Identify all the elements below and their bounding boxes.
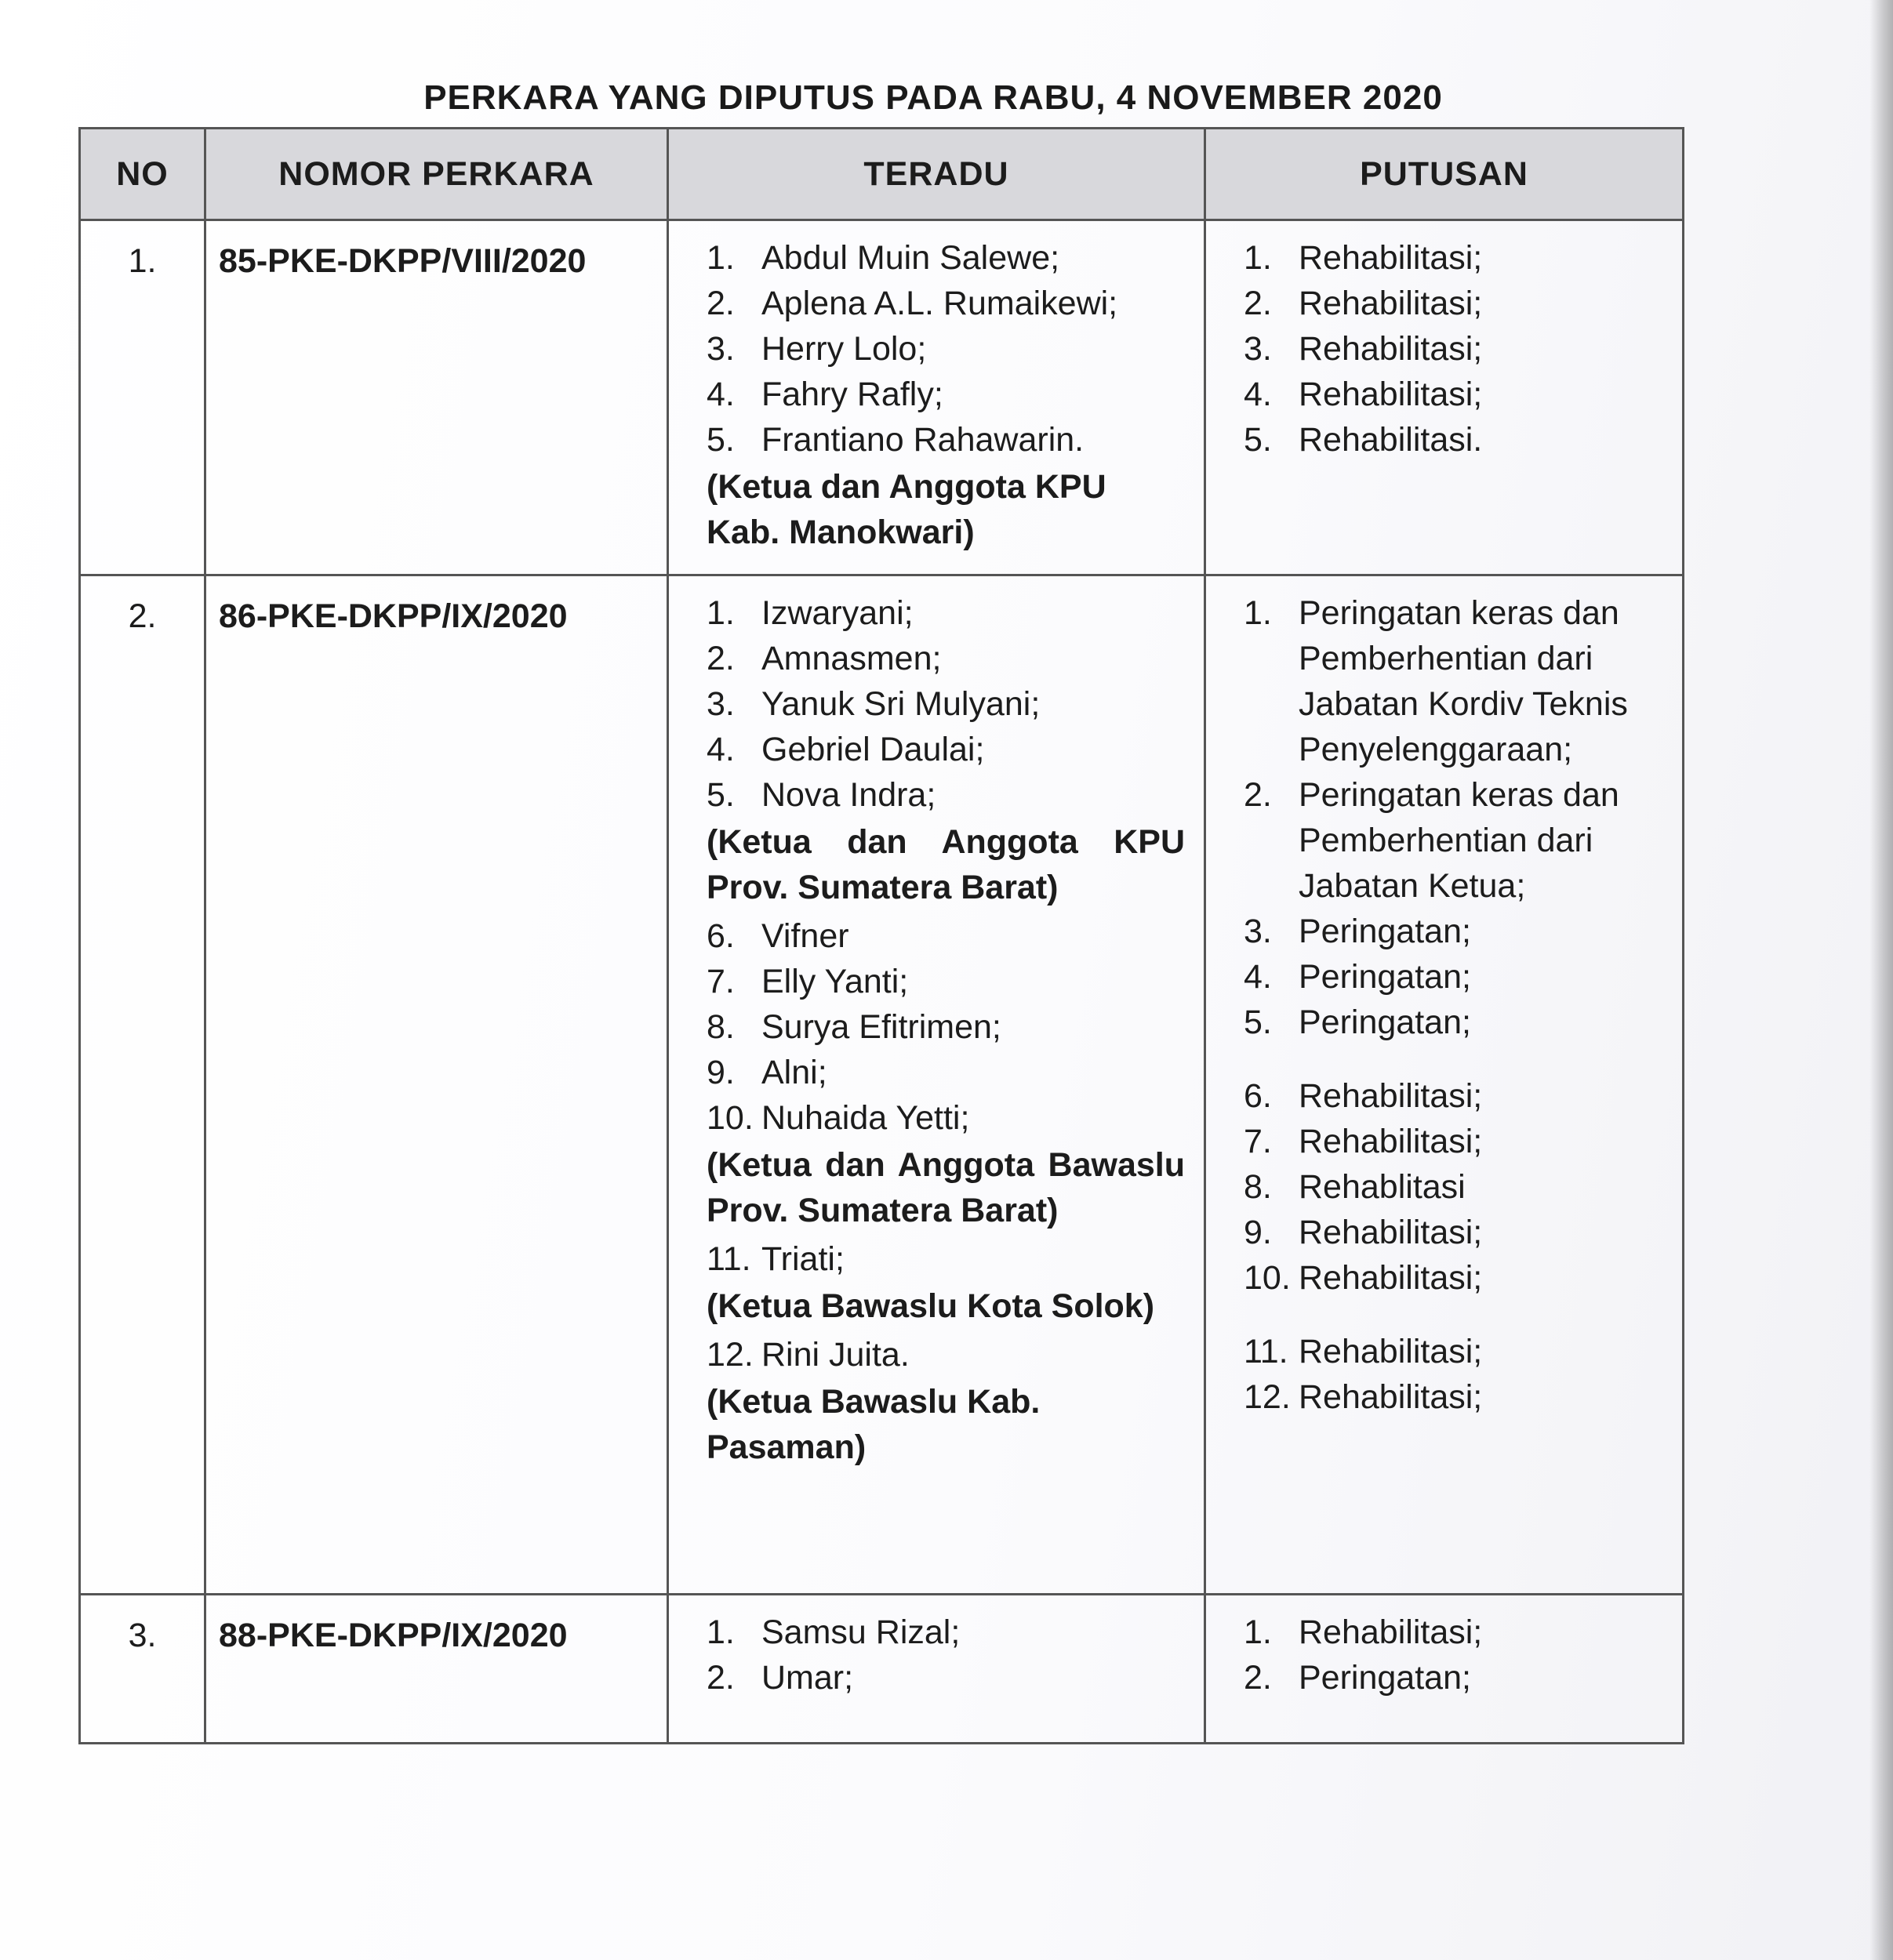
item-number: 3. [1244,913,1272,950]
putusan-cell [1205,575,1684,1595]
item-text: Herry Lolo; [761,330,927,368]
teradu-group-label: (Ketua Bawaslu Kota Solok) [707,1287,1155,1325]
item-text: Rini Juita. [761,1336,910,1374]
list-item [707,681,1185,727]
item-number: 10. [1244,1259,1291,1297]
list-spacer [1244,1301,1663,1329]
item-text: Yanuk Sri Mulyani; [761,685,1041,723]
item-number: 7. [707,963,735,1000]
item-number: 4. [1244,376,1272,413]
item-text: Peringatan keras dan Pemberhentian dari Jabatan Kordiv Teknis Penyelenggaraan; [1299,594,1628,768]
item-text: Rehabilitasi; [1299,1123,1483,1160]
item-number: 11. [707,1240,751,1278]
putusan-list [1244,235,1663,463]
item-text: Nuhaida Yetti; [761,1099,970,1137]
list-item [707,772,1185,818]
list-item [1244,1000,1663,1045]
item-number: 4. [707,731,735,768]
item-text: Rehabilitasi; [1299,1259,1483,1297]
list-item [1244,772,1663,909]
item-number: 1. [707,594,735,632]
putusan-cell [1205,1595,1684,1744]
list-item [1244,1655,1663,1700]
item-number: 5. [1244,421,1272,459]
item-number: 1. [707,1613,735,1651]
item-number: 3. [1244,330,1272,368]
item-text: Rehabilitasi; [1299,1333,1483,1370]
list-item [1244,372,1663,417]
table-row [80,575,1684,1595]
item-number: 2. [707,285,735,322]
item-text: Rehabilitasi; [1299,1214,1483,1251]
item-text: Rehabilitasi; [1299,330,1483,368]
row-number: 2. [80,575,205,1595]
table-row [80,1595,1684,1744]
teradu-list [707,1236,1185,1282]
item-text: Peringatan; [1299,913,1471,950]
row-number: 1. [80,220,205,575]
list-item [1244,281,1663,326]
item-number: 1. [707,239,735,277]
teradu-group-label: (Ketua dan Anggota Bawaslu Prov. Sumatera Barat) [707,1146,1185,1229]
list-item [1244,1073,1663,1119]
list-item [707,590,1185,636]
item-text: Rehabilitasi; [1299,285,1483,322]
item-number: 6. [707,917,735,955]
list-item [1244,1329,1663,1374]
item-text: Peringatan; [1299,1004,1471,1041]
list-item [1244,235,1663,281]
putusan-list [1244,590,1663,1045]
list-item [707,417,1185,463]
item-number: 2. [1244,776,1272,814]
row-number: 3. [80,1595,205,1744]
item-number: 2. [707,1659,735,1697]
item-number: 9. [1244,1214,1272,1251]
header-no: NO [80,129,205,220]
item-text: Peringatan keras dan Pemberhentian dari Jabatan Ketua; [1299,776,1619,905]
item-text: Rehabilitasi; [1299,239,1483,277]
item-number: 12. [707,1336,754,1374]
item-number: 9. [707,1054,735,1091]
item-number: 5. [1244,1004,1272,1041]
item-number: 12. [1244,1378,1291,1416]
item-number: 2. [1244,1659,1272,1697]
list-item [1244,1610,1663,1655]
teradu-list [707,1610,1185,1700]
item-text: Peringatan; [1299,958,1471,996]
item-text: Elly Yanti; [761,963,909,1000]
teradu-group-label: (Ketua Bawaslu Kab. Pasaman) [707,1383,1041,1466]
item-text: Umar; [761,1659,854,1697]
item-number: 5. [707,421,735,459]
list-item [707,1332,1185,1377]
item-number: 8. [1244,1168,1272,1206]
item-text: Samsu Rizal; [761,1613,961,1651]
teradu-list [707,1332,1185,1377]
item-number: 2. [707,640,735,677]
list-item [1244,1119,1663,1164]
teradu-list [707,913,1185,1141]
item-text: Abdul Muin Salewe; [761,239,1060,277]
item-text: Rehabilitasi; [1299,376,1483,413]
item-text: Rehabilitasi; [1299,1077,1483,1115]
item-number: 1. [1244,1613,1272,1651]
teradu-cell [668,575,1205,1595]
list-item [1244,326,1663,372]
list-item [1244,417,1663,463]
list-item [1244,1255,1663,1301]
list-item [1244,909,1663,954]
list-item [707,1236,1185,1282]
item-number: 2. [1244,285,1272,322]
item-text: Triati; [761,1240,845,1278]
list-item [707,1610,1185,1655]
teradu-cell [668,220,1205,575]
item-number: 11. [1244,1333,1288,1370]
header-teradu: TERADU [668,129,1205,220]
list-item [707,959,1185,1004]
page-edge-shadow [1869,0,1893,1960]
table-header-row [80,129,1684,220]
item-number: 1. [1244,594,1272,632]
item-text: Rehabilitasi. [1299,421,1483,459]
item-text: Rehabilitasi; [1299,1378,1483,1416]
putusan-list [1244,1610,1663,1700]
putusan-list [1244,1073,1663,1301]
cases-table [78,127,1684,1744]
teradu-list [707,235,1185,463]
case-number: 85-PKE-DKPP/VIII/2020 [205,220,668,575]
page-title: PERKARA YANG DIPUTUS PADA RABU, 4 NOVEMBER 2020 [423,78,1443,117]
item-number: 5. [707,776,735,814]
list-item [1244,1374,1663,1420]
item-number: 7. [1244,1123,1272,1160]
list-item [1244,954,1663,1000]
item-text: Nova Indra; [761,776,936,814]
list-item [707,372,1185,417]
item-number: 6. [1244,1077,1272,1115]
list-item [1244,1210,1663,1255]
putusan-list [1244,1329,1663,1420]
item-text: Vifner [761,917,849,955]
list-item [707,636,1185,681]
header-putusan: PUTUSAN [1205,129,1684,220]
item-text: Frantiano Rahawarin. [761,421,1085,459]
item-text: Rehabilitasi; [1299,1613,1483,1651]
item-text: Izwaryani; [761,594,914,632]
item-number: 10. [707,1099,754,1137]
table-row [80,220,1684,575]
putusan-cell [1205,220,1684,575]
list-item [707,727,1185,772]
item-number: 3. [707,685,735,723]
list-item [1244,1164,1663,1210]
item-text: Rehablitasi [1299,1168,1466,1206]
teradu-group-label: (Ketua dan Anggota KPU Prov. Sumatera Barat) [707,823,1185,906]
case-number: 88-PKE-DKPP/IX/2020 [205,1595,668,1744]
teradu-cell [668,1595,1205,1744]
item-number: 4. [1244,958,1272,996]
list-item [707,235,1185,281]
item-number: 1. [1244,239,1272,277]
item-text: Alni; [761,1054,827,1091]
teradu-group-label: (Ketua dan Anggota KPU Kab. Manokwari) [707,468,1106,551]
list-item [707,1004,1185,1050]
item-text: Gebriel Daulai; [761,731,985,768]
item-text: Surya Efitrimen; [761,1008,1001,1046]
list-item [707,1050,1185,1095]
item-text: Aplena A.L. Rumaikewi; [761,285,1118,322]
list-spacer [1244,1045,1663,1073]
list-item [707,281,1185,326]
list-item [707,1095,1185,1141]
item-text: Peringatan; [1299,1659,1471,1697]
item-text: Amnasmen; [761,640,942,677]
case-number: 86-PKE-DKPP/IX/2020 [205,575,668,1595]
list-item [707,1655,1185,1700]
list-item [1244,590,1663,772]
list-item [707,326,1185,372]
item-text: Fahry Rafly; [761,376,943,413]
teradu-list [707,590,1185,818]
item-number: 3. [707,330,735,368]
item-number: 4. [707,376,735,413]
item-number: 8. [707,1008,735,1046]
list-item [707,913,1185,959]
header-nomor-perkara: NOMOR PERKARA [205,129,668,220]
